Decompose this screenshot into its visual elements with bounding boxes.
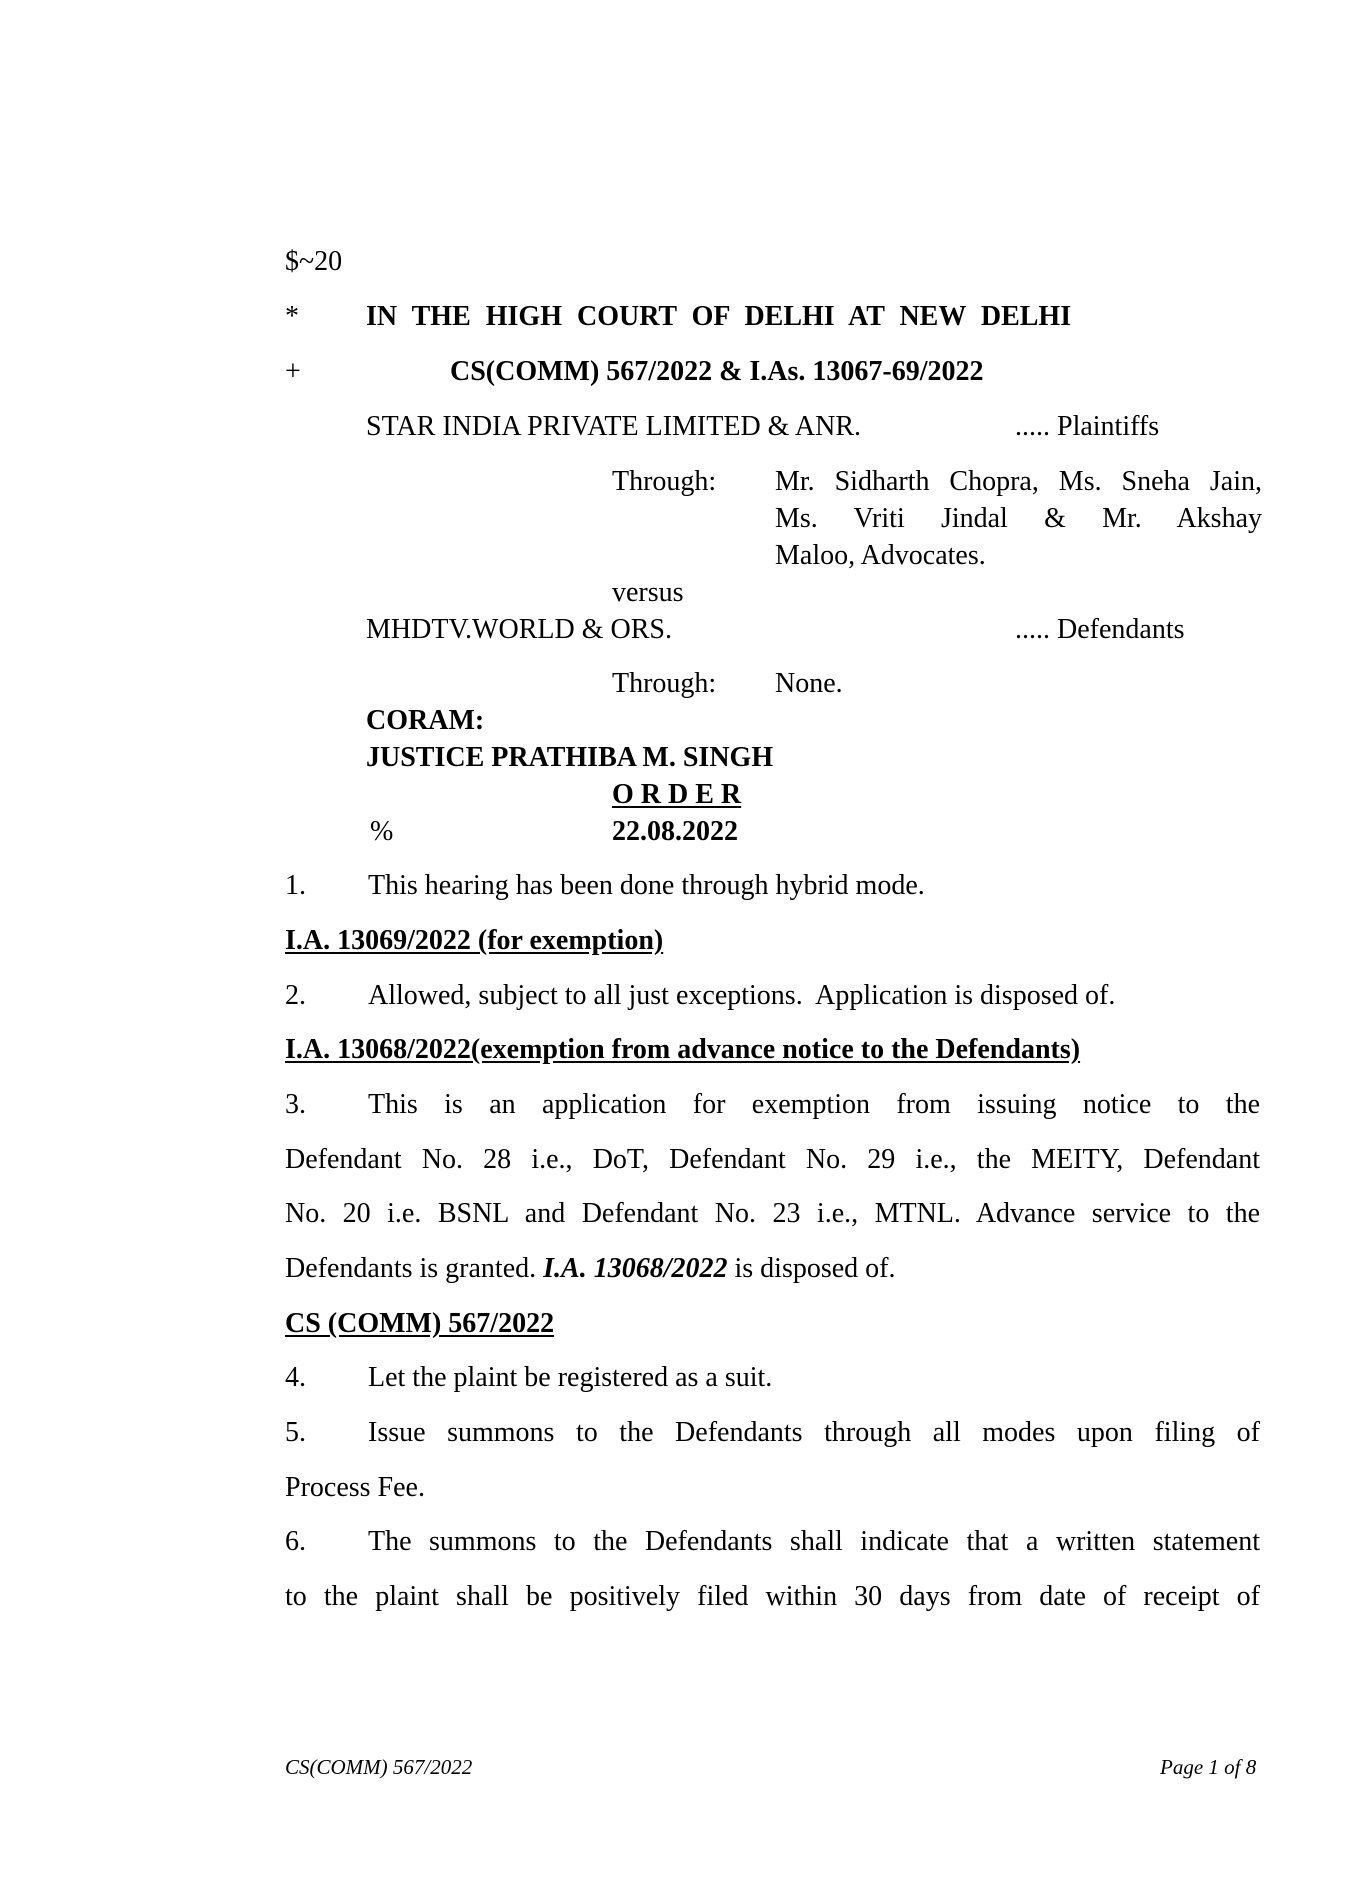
versus-label: versus xyxy=(612,577,684,608)
star-marker: * xyxy=(285,301,299,332)
paragraph-text: This is an application for exemption from issuing notice to the xyxy=(368,1089,1260,1120)
plaintiff-name: STAR INDIA PRIVATE LIMITED & ANR. xyxy=(366,411,862,442)
paragraph-4 xyxy=(285,1361,1260,1395)
paragraph-number: 4. xyxy=(285,1362,306,1393)
paragraph-text: Allowed, subject to all just exceptions. Application is disposed of. xyxy=(368,980,1116,1011)
plaintiff-role: ..... Plaintiffs xyxy=(1015,411,1160,442)
paragraph-1 xyxy=(285,869,1260,903)
paragraph-3-line-2: Defendant No. 28 i.e., DoT, Defendant No. 29 i.e., the MEITY, Defendant xyxy=(285,1144,1260,1175)
paragraph-number: 5. xyxy=(285,1417,306,1448)
through-label-plaintiff: Through: xyxy=(612,466,717,497)
defendant-name: MHDTV.WORLD & ORS. xyxy=(366,614,672,645)
paragraph-text: The summons to the Defendants shall indicate that a written statement xyxy=(368,1526,1260,1557)
code-marker: $~20 xyxy=(285,246,343,277)
court-title xyxy=(366,300,1166,334)
paragraph-text: Let the plaint be registered as a suit. xyxy=(368,1362,773,1393)
coram-label: CORAM: xyxy=(366,705,485,736)
defendant-counsel: None. xyxy=(775,668,843,699)
paragraph-number: 3. xyxy=(285,1089,306,1120)
through-label-defendant: Through: xyxy=(612,668,717,699)
ia-reference: I.A. 13068/2022 xyxy=(543,1253,728,1284)
percent-marker: % xyxy=(370,816,394,847)
case-number: CS(COMM) 567/2022 & I.As. 13067-69/2022 xyxy=(450,356,984,387)
heading-cs-comm: CS (COMM) 567/2022 xyxy=(285,1308,555,1339)
paragraph-text: Defendants is granted. xyxy=(285,1253,544,1284)
heading-ia-13068: I.A. 13068/2022(exemption from advance notice to the Defendants) xyxy=(285,1034,1081,1065)
defendant-role: ..... Defendants xyxy=(1015,614,1185,645)
paragraph-6-line-1 xyxy=(285,1525,1260,1559)
plaintiff-counsel-line-2: Ms. Vriti Jindal & Mr. Akshay xyxy=(775,503,1262,534)
order-heading: O R D E R xyxy=(612,779,742,810)
plaintiff-counsel-line-3: Maloo, Advocates. xyxy=(775,540,986,571)
plus-marker: + xyxy=(285,356,301,387)
paragraph-3-line-1 xyxy=(285,1088,1260,1122)
paragraph-5-line-2: Process Fee. xyxy=(285,1472,425,1503)
paragraph-text: is disposed of. xyxy=(727,1253,896,1284)
paragraph-6-line-2: to the plaint shall be positively filed within 30 days from date of receipt of xyxy=(285,1581,1260,1612)
paragraph-5-line-1 xyxy=(285,1416,1260,1450)
paragraph-text: This hearing has been done through hybrid mode. xyxy=(368,870,925,901)
footer-page-number: Page 1 of 8 xyxy=(1160,1755,1257,1779)
paragraph-3-line-3: No. 20 i.e. BSNL and Defendant No. 23 i.e., MTNL. Advance service to the xyxy=(285,1198,1260,1229)
judge-name: JUSTICE PRATHIBA M. SINGH xyxy=(366,742,774,773)
plaintiff-counsel-line-1: Mr. Sidharth Chopra, Ms. Sneha Jain, xyxy=(775,466,1262,497)
paragraph-number: 6. xyxy=(285,1526,306,1557)
paragraph-2 xyxy=(285,979,1260,1013)
footer-case-number: CS(COMM) 567/2022 xyxy=(285,1755,473,1779)
paragraph-text: Issue summons to the Defendants through all modes upon filing of xyxy=(368,1417,1260,1448)
court-title-text: IN THE HIGH COURT OF DELHI AT NEW DELHI xyxy=(366,301,1072,332)
heading-ia-13069: I.A. 13069/2022 (for exemption) xyxy=(285,925,664,956)
paragraph-number: 1. xyxy=(285,870,306,901)
order-date: 22.08.2022 xyxy=(612,816,738,847)
paragraph-number: 2. xyxy=(285,980,306,1011)
paragraph-3-line-4 xyxy=(285,1252,1260,1286)
